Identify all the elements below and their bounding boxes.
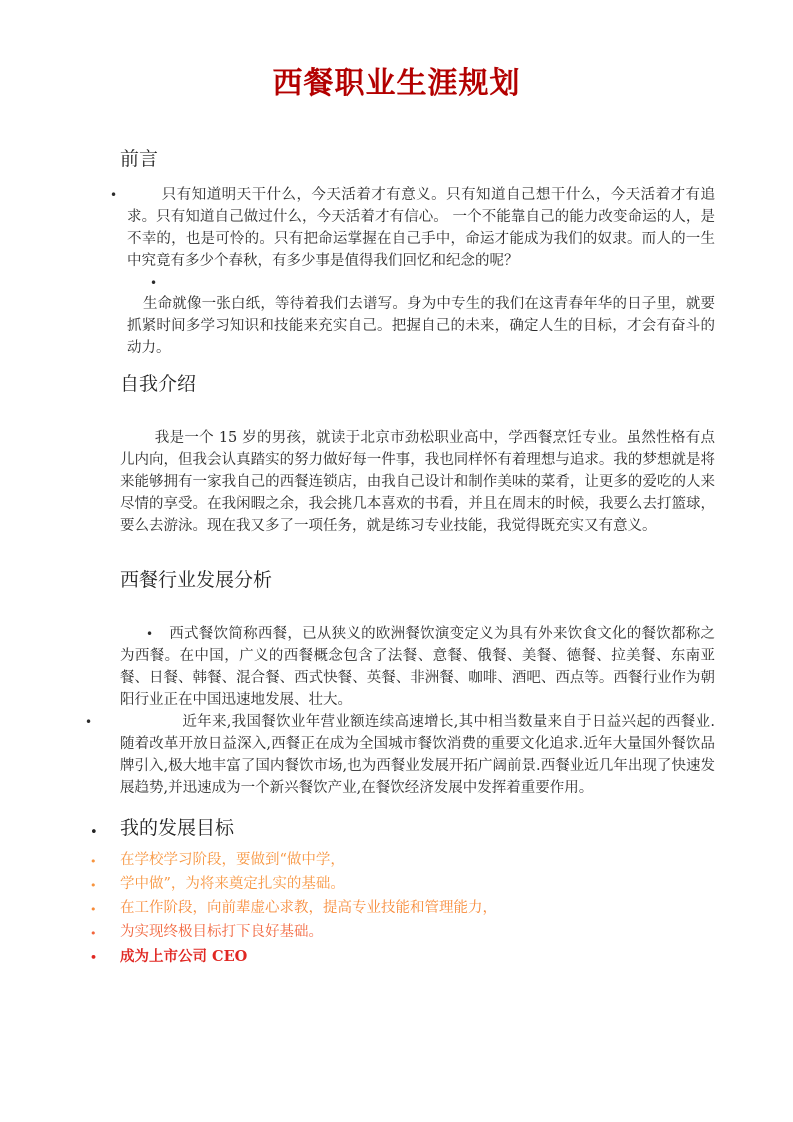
- goal-item: [90, 924, 715, 940]
- bullet-icon: •: [90, 855, 97, 868]
- goal-item-ceo: [90, 948, 715, 965]
- goal-item: [90, 900, 715, 916]
- goal-text: 学中做”，为将来奠定扎实的基础。: [120, 876, 345, 892]
- goal-text: 为实现终极目标打下良好基础。: [120, 924, 323, 940]
- goal-text: 在学校学习阶段，要做到“做中学，: [120, 852, 345, 868]
- preface-paragraph-2: 生命就像一张白纸，等待着我们去谱写。身为中专生的我们在这青春年华的日子里，就要抓紧时间多学习知识和技能来充实自己。把握自己的未来，确定人生的目标，才会有奋斗的动力。: [127, 296, 715, 356]
- section-heading-goals: [90, 815, 793, 841]
- bullet-icon: •: [90, 903, 97, 916]
- paragraph-text: 只有知道明天干什么，今天活着才有意义。只有知道自己想干什么，今天活着才有追求。只有知道自己做过什么，今天活着才有信心。 一个不能靠自己的能力改变命运的人，是不幸的，也是可怜的。只有把命运掌握在自己手中，命运才能成为我们的奴隶。而人的一生中究竟有多少个春秋，有多少事是值得我们回忆和纪念的呢？: [127, 187, 715, 269]
- bullet-icon: •: [90, 951, 98, 964]
- bullet-icon: •: [90, 825, 98, 840]
- self-intro-paragraph: 我是一个 15 岁的男孩，就读于北京市劲松职业高中，学西餐烹饪专业。虽然性格有点儿内向，但我会认真踏实的努力做好每一件事，我也同样怀有着理想与追求。我的梦想就是将来能够拥有一家我自己的西餐连锁店，由我自己设计和制作美味的菜肴，让更多的爱吃的人来尽情的享受。在我闲暇之余，我会挑几本喜欢的书看，并且在周末的时候，我要么去打篮球，要么去游泳。现在我又多了一项任务，就是练习专业技能，我觉得既充实又有意义。: [120, 430, 715, 534]
- bullet-icon: •: [90, 927, 97, 940]
- goal-item: [90, 852, 715, 868]
- preface-paragraph-1: [110, 184, 715, 272]
- bullet-icon: •: [146, 627, 154, 641]
- goal-text: 成为上市公司 CEO: [120, 948, 248, 965]
- industry-paragraph-2: [85, 711, 715, 799]
- goal-item: [90, 876, 715, 892]
- heading-text: 我的发展目标: [120, 817, 235, 839]
- bullet-icon: •: [150, 276, 158, 290]
- section-heading-preface: 前言: [120, 148, 159, 170]
- section-heading-industry: 西餐行业发展分析: [120, 569, 273, 591]
- goal-text: 在工作阶段，向前辈虚心求教，提高专业技能和管理能力，: [120, 900, 497, 916]
- bullet-icon: •: [85, 715, 93, 729]
- paragraph-text: 西式餐饮简称西餐，已从狭义的欧洲餐饮演变定义为具有外来饮食文化的餐饮都称之为西餐。在中国，广义的西餐概念包含了法餐、意餐、俄餐、美餐、德餐、拉美餐、东南亚餐、日餐、韩餐、混合餐、西式快餐、英餐、非洲餐、咖啡、酒吧、西点等。西餐行业作为朝阳行业正在中国迅速地发展、壮大。: [120, 626, 715, 708]
- document-title: 西餐职业生涯规划: [272, 66, 521, 101]
- paragraph-text: 近年来,我国餐饮业年营业额连续高速增长,其中相当数量来自于日益兴起的西餐业.随着改革开放日益深入,西餐正在成为全国城市餐饮消费的重要文化追求.近年大量国外餐饮品牌引入,极大地丰富了国内餐饮市场,也为西餐业发展开拓广阔前景.西餐业近几年出现了快速发展趋势,并迅速成为一个新兴餐饮产业,在餐饮经济发展中发挥着重要作用。: [120, 714, 715, 796]
- industry-paragraph-1: [120, 623, 715, 711]
- bullet-icon: •: [110, 188, 118, 202]
- section-heading-self-intro: 自我介绍: [120, 373, 197, 395]
- bullet-icon: •: [90, 879, 97, 892]
